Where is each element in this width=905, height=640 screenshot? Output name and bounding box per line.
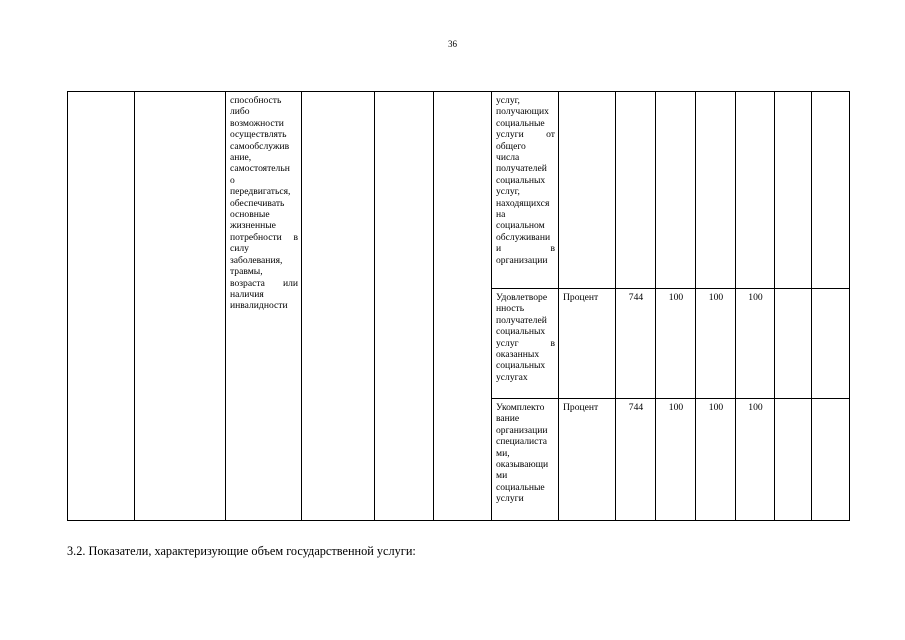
unit-cell: Процент <box>559 399 616 521</box>
empty-cell <box>775 289 812 399</box>
empty-cell <box>302 92 375 521</box>
section-heading: 3.2. Показатели, характеризующие объем государственной услуги: <box>67 544 416 558</box>
empty-cell <box>812 92 850 289</box>
indicator-name-cell: Удовлетворе нность получателей социальных услуг в оказанных социальных услугах <box>492 289 559 399</box>
okei-code-cell <box>616 92 656 289</box>
value-year-1-cell: 100 <box>656 289 696 399</box>
value-year-2-cell: 100 <box>696 399 736 521</box>
service-indicators-table <box>67 91 850 521</box>
value-year-3-cell: 100 <box>736 289 775 399</box>
unit-cell <box>559 92 616 289</box>
indicator-name-cell: Укомплекто вание организации специалиста ми, оказывающи ми социальные услуги <box>492 399 559 521</box>
page-number: 36 <box>448 39 457 49</box>
value-year-3-cell: 100 <box>736 399 775 521</box>
table-row <box>68 92 850 289</box>
indicator-name-cell: услуг, получающих социальные услуги от общего числа получателей социальных услуг, находящихся на социальном обслуживани и в организации <box>492 92 559 289</box>
value-year-2-cell: 100 <box>696 289 736 399</box>
empty-cell <box>135 92 226 521</box>
value-year-2-cell <box>696 92 736 289</box>
value-year-1-cell: 100 <box>656 399 696 521</box>
service-condition-cell <box>226 92 302 521</box>
service-condition-text: способность либо возможности осуществлять самообслужив ание, самостоятельн о передвигаться, обеспечивать основные жизненные потребности в силу заболевания, травмы, возраста или наличия инвалидности <box>230 95 298 312</box>
empty-cell <box>812 289 850 399</box>
okei-code-cell: 744 <box>616 289 656 399</box>
value-year-1-cell <box>656 92 696 289</box>
value-year-3-cell <box>736 92 775 289</box>
empty-cell <box>434 92 492 521</box>
okei-code-cell: 744 <box>616 399 656 521</box>
empty-cell <box>812 399 850 521</box>
empty-cell <box>68 92 135 521</box>
empty-cell <box>375 92 434 521</box>
empty-cell <box>775 399 812 521</box>
unit-cell: Процент <box>559 289 616 399</box>
empty-cell <box>775 92 812 289</box>
